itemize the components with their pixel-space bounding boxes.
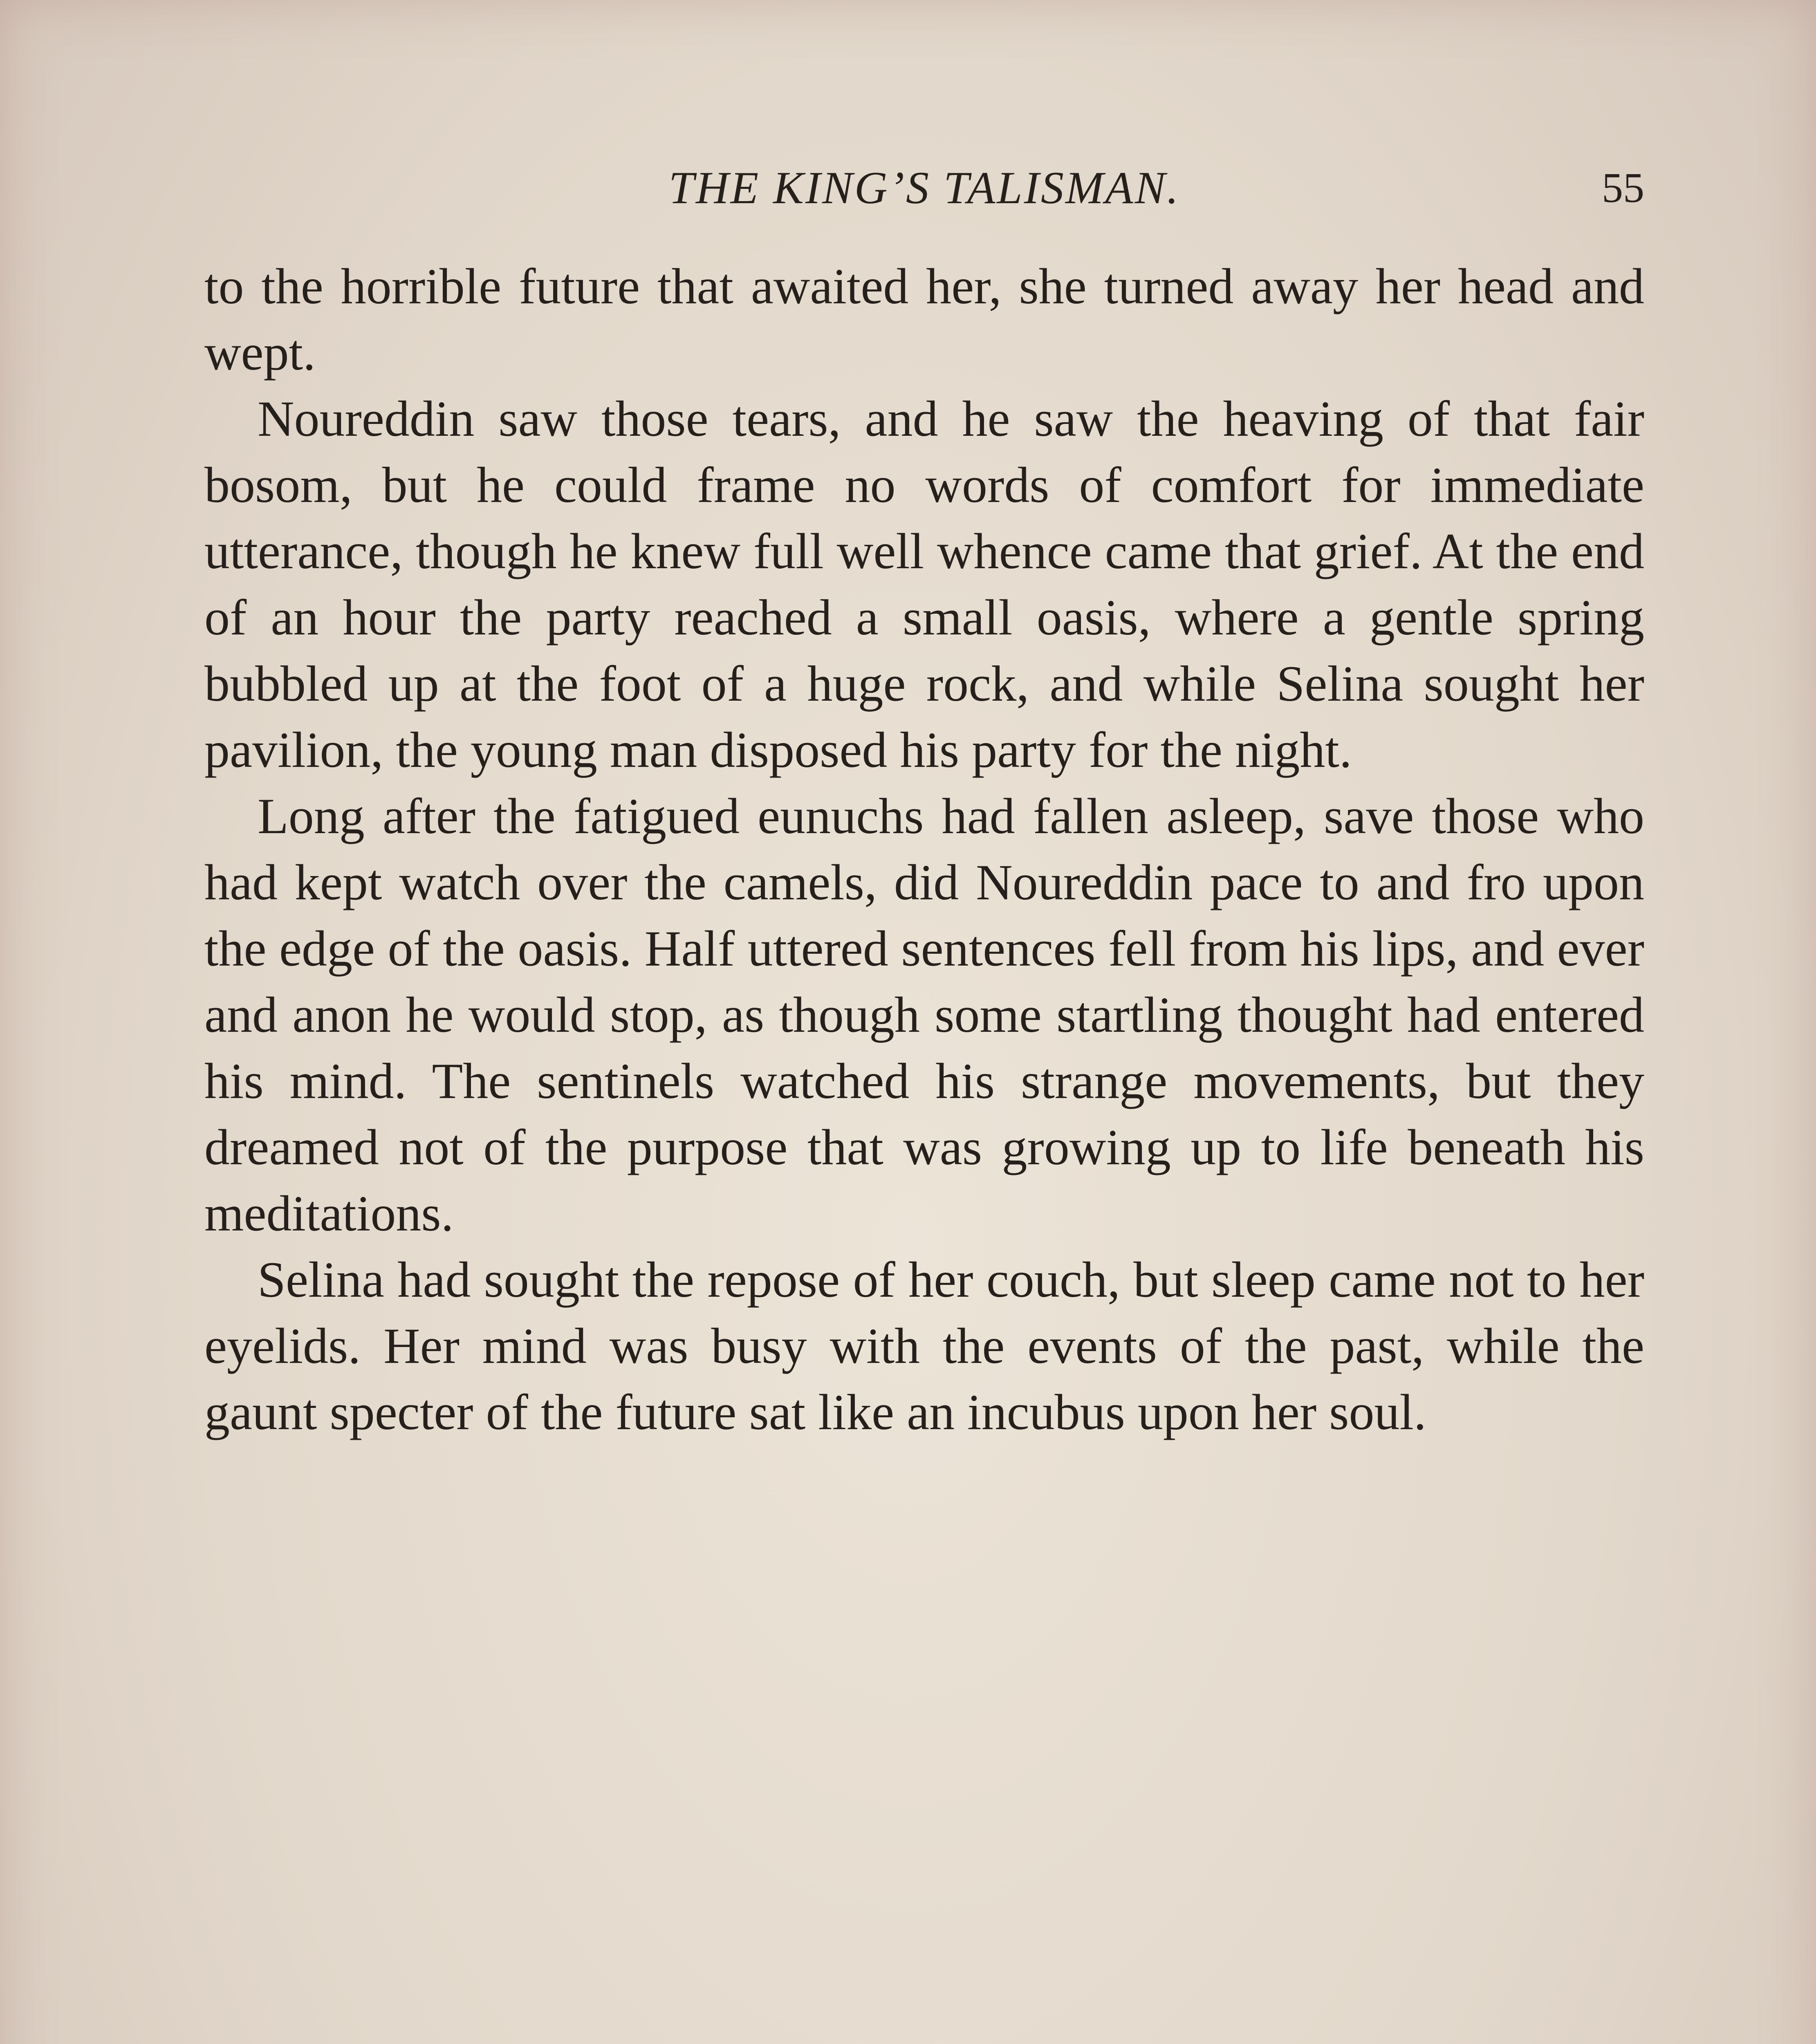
body-text (204, 253, 1644, 1446)
paragraph-4: Selina had sought the repose of her couch, but sleep came not to her eyelids. Her mind was busy with the events of the past, while the gaunt specter of the future sat like an incubus upon her soul. (204, 1252, 1644, 1440)
paragraph-2: Noureddin saw those tears, and he saw the heaving of that fair bosom, but he could frame no words of comfort for immediate utterance, though he knew full well whence came that grief. At the end of an hour the party reached a small oasis, where a gentle spring bubbled up at the foot of a huge rock, and while Selina sought her pavilion, the young man disposed his party for the night. (204, 391, 1644, 778)
running-title: THE KING’S TALISMAN. (668, 163, 1180, 213)
paragraph-1: to the horrible future that awaited her, she turned away her head and wept. (204, 258, 1644, 381)
paragraph-3: Long after the fatigued eunuchs had fallen asleep, save those who had kept watch over the camels, did Noureddin pace to and fro upon the edge of the oasis. Half uttered sentences fell from his lips, and ever and anon he would stop, as though some startling thought had entered his mind. The sentinels watched his strange movements, but they dreamed not of the purpose that was growing up to life beneath his meditations. (204, 788, 1644, 1242)
running-header (204, 147, 1644, 229)
page-number: 55 (1602, 164, 1644, 211)
